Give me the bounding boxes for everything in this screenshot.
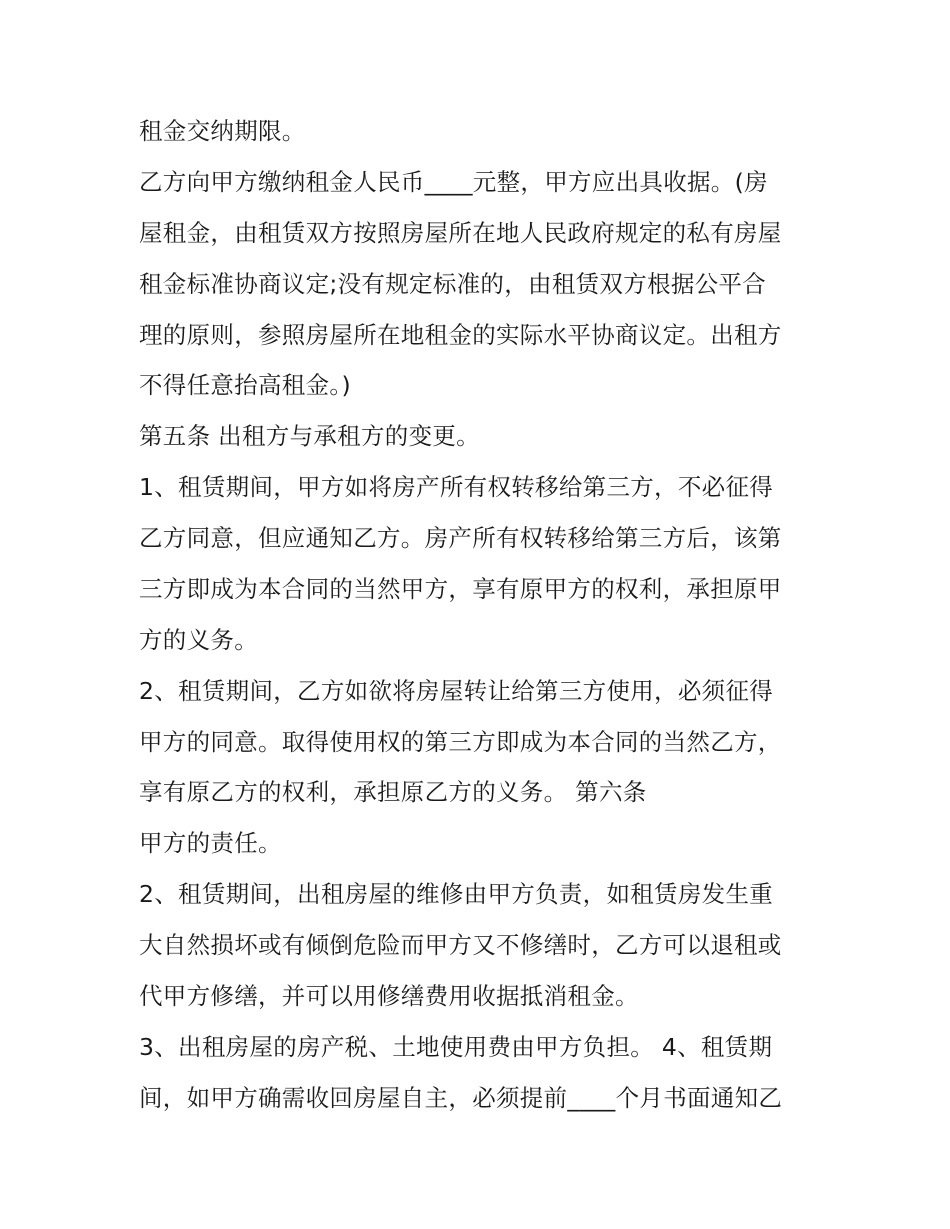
text-line: 不得任意抬高租金。) [139,371,351,399]
text-line: 乙方向甲方缴纳租金人民币____元整，甲方应出具收据。(房 [139,168,768,196]
text-line: 大自然损坏或有倾倒危险而甲方又不修缮时，乙方可以退租或 [139,931,782,959]
text-line: 间，如甲方确需收回房屋自主，必须提前____个月书面通知乙 [139,1084,783,1112]
text-line: 租金交纳期限。 [139,117,306,145]
text-line: 代甲方修缮，并可以用修缮费用收据抵消租金。 [139,982,639,1010]
text-line: 理的原则，参照房屋所在地租金的实际水平协商议定。出租方 [139,321,782,349]
text-line: 租金标准协商议定;没有规定标准的，由租赁双方根据公平合 [139,270,767,298]
text-line: 乙方同意，但应通知乙方。房产所有权转移给第三方后，该第 [139,524,782,552]
text-line: 享有原乙方的权利，承担原乙方的义务。 第六条 [139,778,647,806]
text-line: 甲方的同意。取得使用权的第三方即成为本合同的当然乙方， [139,728,782,756]
text-line: 方的义务。 [139,626,258,654]
text-line: 2、租赁期间，出租房屋的维修由甲方负责，如租赁房发生重 [139,880,774,908]
text-line: 2、租赁期间，乙方如欲将房屋转让给第三方使用，必须征得 [139,677,774,705]
text-line: 三方即成为本合同的当然甲方，享有原甲方的权利，承担原甲 [139,575,782,603]
section-heading: 第五条 出租方与承租方的变更。 [139,422,480,450]
text-line: 3、出租房屋的房产税、土地使用费由甲方负担。 4、租赁期 [139,1033,773,1061]
text-line: 甲方的责任。 [139,829,282,857]
text-line: 1、租赁期间，甲方如将房产所有权转移给第三方，不必征得 [139,473,774,501]
text-line: 屋租金，由租赁双方按照房屋所在地人民政府规定的私有房屋 [139,219,782,247]
